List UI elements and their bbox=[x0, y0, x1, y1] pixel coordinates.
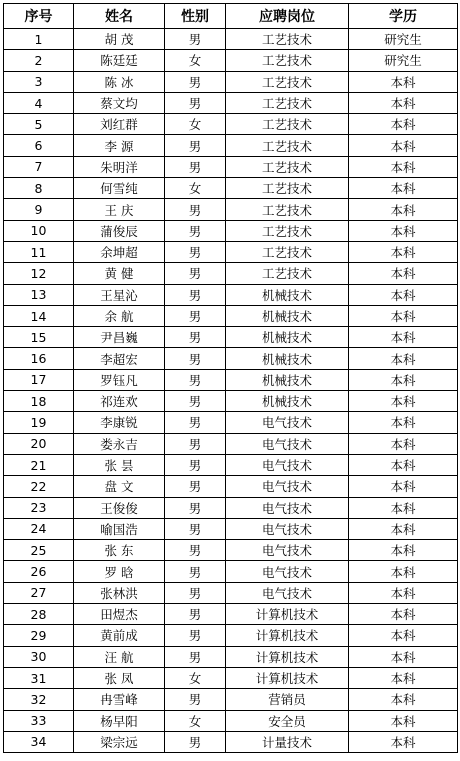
table-row bbox=[4, 284, 458, 305]
position-cell: 电气技术 bbox=[226, 476, 349, 497]
position-cell: 机械技术 bbox=[226, 391, 349, 412]
table-row bbox=[4, 263, 458, 284]
gender-cell: 女 bbox=[165, 667, 226, 688]
gender-cell: 女 bbox=[165, 710, 226, 731]
table-row bbox=[4, 731, 458, 752]
gender-cell: 男 bbox=[165, 71, 226, 92]
gender-cell: 男 bbox=[165, 582, 226, 603]
table-row bbox=[4, 667, 458, 688]
table-row bbox=[4, 454, 458, 475]
gender-cell: 女 bbox=[165, 50, 226, 71]
name-cell: 田煜杰 bbox=[74, 604, 165, 625]
name-cell: 陈廷廷 bbox=[74, 50, 165, 71]
gender-cell: 男 bbox=[165, 92, 226, 113]
education-cell: 本科 bbox=[349, 92, 458, 113]
position-cell: 机械技术 bbox=[226, 348, 349, 369]
gender-cell: 男 bbox=[165, 561, 226, 582]
education-cell: 本科 bbox=[349, 135, 458, 156]
gender-cell: 男 bbox=[165, 454, 226, 475]
education-cell: 本科 bbox=[349, 199, 458, 220]
education-cell: 本科 bbox=[349, 582, 458, 603]
table-row bbox=[4, 540, 458, 561]
table-row bbox=[4, 305, 458, 326]
serial-number-cell: 24 bbox=[4, 518, 74, 539]
name-cell: 杨早阳 bbox=[74, 710, 165, 731]
education-cell: 本科 bbox=[349, 284, 458, 305]
gender-cell: 男 bbox=[165, 348, 226, 369]
education-cell: 本科 bbox=[349, 561, 458, 582]
gender-cell: 男 bbox=[165, 263, 226, 284]
position-cell: 计算机技术 bbox=[226, 667, 349, 688]
name-cell: 尹昌巍 bbox=[74, 327, 165, 348]
table-row bbox=[4, 114, 458, 135]
gender-cell: 男 bbox=[165, 199, 226, 220]
education-cell: 本科 bbox=[349, 220, 458, 241]
gender-cell: 男 bbox=[165, 327, 226, 348]
table-row bbox=[4, 178, 458, 199]
position-cell: 工艺技术 bbox=[226, 263, 349, 284]
position-cell: 工艺技术 bbox=[226, 71, 349, 92]
name-cell: 王 庆 bbox=[74, 199, 165, 220]
position-cell: 电气技术 bbox=[226, 454, 349, 475]
serial-number-cell: 34 bbox=[4, 731, 74, 752]
gender-cell: 男 bbox=[165, 412, 226, 433]
name-cell: 张 东 bbox=[74, 540, 165, 561]
gender-cell: 男 bbox=[165, 731, 226, 752]
name-cell: 盘 文 bbox=[74, 476, 165, 497]
gender-cell: 男 bbox=[165, 220, 226, 241]
education-cell: 本科 bbox=[349, 71, 458, 92]
position-cell: 工艺技术 bbox=[226, 178, 349, 199]
education-cell: 本科 bbox=[349, 646, 458, 667]
position-cell: 机械技术 bbox=[226, 369, 349, 390]
header-name: 姓名 bbox=[74, 4, 165, 29]
serial-number-cell: 29 bbox=[4, 625, 74, 646]
table-row bbox=[4, 369, 458, 390]
serial-number-cell: 16 bbox=[4, 348, 74, 369]
serial-number-cell: 14 bbox=[4, 305, 74, 326]
gender-cell: 男 bbox=[165, 625, 226, 646]
name-cell: 胡 茂 bbox=[74, 29, 165, 50]
serial-number-cell: 20 bbox=[4, 433, 74, 454]
name-cell: 刘红群 bbox=[74, 114, 165, 135]
serial-number-cell: 2 bbox=[4, 50, 74, 71]
name-cell: 汪 航 bbox=[74, 646, 165, 667]
gender-cell: 女 bbox=[165, 114, 226, 135]
gender-cell: 男 bbox=[165, 135, 226, 156]
serial-number-cell: 27 bbox=[4, 582, 74, 603]
gender-cell: 男 bbox=[165, 518, 226, 539]
name-cell: 余 航 bbox=[74, 305, 165, 326]
education-cell: 本科 bbox=[349, 327, 458, 348]
name-cell: 余坤超 bbox=[74, 241, 165, 262]
table-row bbox=[4, 29, 458, 50]
position-cell: 电气技术 bbox=[226, 412, 349, 433]
gender-cell: 男 bbox=[165, 433, 226, 454]
serial-number-cell: 17 bbox=[4, 369, 74, 390]
education-cell: 本科 bbox=[349, 540, 458, 561]
header-position: 应聘岗位 bbox=[226, 4, 349, 29]
name-cell: 蒲俊辰 bbox=[74, 220, 165, 241]
position-cell: 机械技术 bbox=[226, 284, 349, 305]
gender-cell: 男 bbox=[165, 305, 226, 326]
candidate-table bbox=[3, 3, 458, 753]
serial-number-cell: 6 bbox=[4, 135, 74, 156]
education-cell: 本科 bbox=[349, 710, 458, 731]
table-row bbox=[4, 518, 458, 539]
education-cell: 本科 bbox=[349, 241, 458, 262]
position-cell: 计算机技术 bbox=[226, 625, 349, 646]
education-cell: 本科 bbox=[349, 114, 458, 135]
position-cell: 营销员 bbox=[226, 689, 349, 710]
table-row bbox=[4, 604, 458, 625]
name-cell: 冉雪峰 bbox=[74, 689, 165, 710]
gender-cell: 男 bbox=[165, 156, 226, 177]
gender-cell: 男 bbox=[165, 476, 226, 497]
gender-cell: 男 bbox=[165, 391, 226, 412]
serial-number-cell: 28 bbox=[4, 604, 74, 625]
table-row bbox=[4, 199, 458, 220]
position-cell: 计算机技术 bbox=[226, 646, 349, 667]
table-row bbox=[4, 412, 458, 433]
gender-cell: 男 bbox=[165, 540, 226, 561]
position-cell: 计量技术 bbox=[226, 731, 349, 752]
education-cell: 本科 bbox=[349, 604, 458, 625]
table-row bbox=[4, 92, 458, 113]
table-row bbox=[4, 561, 458, 582]
table-header-row bbox=[4, 4, 458, 29]
serial-number-cell: 21 bbox=[4, 454, 74, 475]
serial-number-cell: 22 bbox=[4, 476, 74, 497]
serial-number-cell: 26 bbox=[4, 561, 74, 582]
education-cell: 本科 bbox=[349, 391, 458, 412]
table-row bbox=[4, 497, 458, 518]
position-cell: 电气技术 bbox=[226, 582, 349, 603]
gender-cell: 男 bbox=[165, 689, 226, 710]
gender-cell: 男 bbox=[165, 604, 226, 625]
position-cell: 工艺技术 bbox=[226, 220, 349, 241]
position-cell: 计算机技术 bbox=[226, 604, 349, 625]
serial-number-cell: 30 bbox=[4, 646, 74, 667]
header-gender: 性别 bbox=[165, 4, 226, 29]
serial-number-cell: 15 bbox=[4, 327, 74, 348]
serial-number-cell: 1 bbox=[4, 29, 74, 50]
table-row bbox=[4, 433, 458, 454]
name-cell: 黄 健 bbox=[74, 263, 165, 284]
gender-cell: 男 bbox=[165, 29, 226, 50]
serial-number-cell: 10 bbox=[4, 220, 74, 241]
name-cell: 张 昙 bbox=[74, 454, 165, 475]
serial-number-cell: 9 bbox=[4, 199, 74, 220]
position-cell: 工艺技术 bbox=[226, 29, 349, 50]
position-cell: 电气技术 bbox=[226, 540, 349, 561]
name-cell: 李 源 bbox=[74, 135, 165, 156]
table-row bbox=[4, 625, 458, 646]
name-cell: 李超宏 bbox=[74, 348, 165, 369]
serial-number-cell: 11 bbox=[4, 241, 74, 262]
table-row bbox=[4, 348, 458, 369]
name-cell: 梁宗远 bbox=[74, 731, 165, 752]
position-cell: 机械技术 bbox=[226, 305, 349, 326]
position-cell: 工艺技术 bbox=[226, 199, 349, 220]
position-cell: 工艺技术 bbox=[226, 50, 349, 71]
serial-number-cell: 7 bbox=[4, 156, 74, 177]
header-serial-number: 序号 bbox=[4, 4, 74, 29]
gender-cell: 女 bbox=[165, 178, 226, 199]
table-row bbox=[4, 220, 458, 241]
education-cell: 本科 bbox=[349, 518, 458, 539]
serial-number-cell: 23 bbox=[4, 497, 74, 518]
gender-cell: 男 bbox=[165, 646, 226, 667]
name-cell: 祁连欢 bbox=[74, 391, 165, 412]
table-row bbox=[4, 582, 458, 603]
position-cell: 电气技术 bbox=[226, 433, 349, 454]
name-cell: 王星沁 bbox=[74, 284, 165, 305]
table-body bbox=[4, 29, 458, 753]
table-row bbox=[4, 689, 458, 710]
serial-number-cell: 33 bbox=[4, 710, 74, 731]
education-cell: 本科 bbox=[349, 263, 458, 284]
header-education: 学历 bbox=[349, 4, 458, 29]
name-cell: 朱明洋 bbox=[74, 156, 165, 177]
serial-number-cell: 8 bbox=[4, 178, 74, 199]
education-cell: 研究生 bbox=[349, 50, 458, 71]
education-cell: 本科 bbox=[349, 156, 458, 177]
education-cell: 本科 bbox=[349, 476, 458, 497]
name-cell: 罗 晗 bbox=[74, 561, 165, 582]
position-cell: 机械技术 bbox=[226, 327, 349, 348]
education-cell: 本科 bbox=[349, 305, 458, 326]
gender-cell: 男 bbox=[165, 497, 226, 518]
serial-number-cell: 18 bbox=[4, 391, 74, 412]
position-cell: 电气技术 bbox=[226, 518, 349, 539]
table-row bbox=[4, 135, 458, 156]
gender-cell: 男 bbox=[165, 241, 226, 262]
education-cell: 本科 bbox=[349, 369, 458, 390]
education-cell: 本科 bbox=[349, 497, 458, 518]
name-cell: 罗钰凡 bbox=[74, 369, 165, 390]
position-cell: 电气技术 bbox=[226, 561, 349, 582]
serial-number-cell: 19 bbox=[4, 412, 74, 433]
education-cell: 本科 bbox=[349, 667, 458, 688]
education-cell: 本科 bbox=[349, 178, 458, 199]
serial-number-cell: 13 bbox=[4, 284, 74, 305]
table-row bbox=[4, 391, 458, 412]
table-row bbox=[4, 241, 458, 262]
name-cell: 王俊俊 bbox=[74, 497, 165, 518]
name-cell: 黄前成 bbox=[74, 625, 165, 646]
name-cell: 娄永吉 bbox=[74, 433, 165, 454]
gender-cell: 男 bbox=[165, 369, 226, 390]
name-cell: 喻国浩 bbox=[74, 518, 165, 539]
education-cell: 本科 bbox=[349, 412, 458, 433]
table-row bbox=[4, 71, 458, 92]
education-cell: 本科 bbox=[349, 454, 458, 475]
position-cell: 安全员 bbox=[226, 710, 349, 731]
serial-number-cell: 25 bbox=[4, 540, 74, 561]
name-cell: 李康锐 bbox=[74, 412, 165, 433]
table-row bbox=[4, 327, 458, 348]
position-cell: 工艺技术 bbox=[226, 156, 349, 177]
education-cell: 本科 bbox=[349, 625, 458, 646]
education-cell: 本科 bbox=[349, 348, 458, 369]
name-cell: 陈 冰 bbox=[74, 71, 165, 92]
name-cell: 蔡文均 bbox=[74, 92, 165, 113]
table-row bbox=[4, 156, 458, 177]
position-cell: 电气技术 bbox=[226, 497, 349, 518]
education-cell: 本科 bbox=[349, 433, 458, 454]
position-cell: 工艺技术 bbox=[226, 135, 349, 156]
serial-number-cell: 4 bbox=[4, 92, 74, 113]
name-cell: 何雪纯 bbox=[74, 178, 165, 199]
serial-number-cell: 12 bbox=[4, 263, 74, 284]
education-cell: 本科 bbox=[349, 689, 458, 710]
serial-number-cell: 31 bbox=[4, 667, 74, 688]
education-cell: 研究生 bbox=[349, 29, 458, 50]
gender-cell: 男 bbox=[165, 284, 226, 305]
position-cell: 工艺技术 bbox=[226, 241, 349, 262]
education-cell: 本科 bbox=[349, 731, 458, 752]
serial-number-cell: 32 bbox=[4, 689, 74, 710]
serial-number-cell: 3 bbox=[4, 71, 74, 92]
position-cell: 工艺技术 bbox=[226, 92, 349, 113]
name-cell: 张林洪 bbox=[74, 582, 165, 603]
serial-number-cell: 5 bbox=[4, 114, 74, 135]
table-row bbox=[4, 476, 458, 497]
table-row bbox=[4, 50, 458, 71]
name-cell: 张 凤 bbox=[74, 667, 165, 688]
table-row bbox=[4, 710, 458, 731]
position-cell: 工艺技术 bbox=[226, 114, 349, 135]
table-row bbox=[4, 646, 458, 667]
